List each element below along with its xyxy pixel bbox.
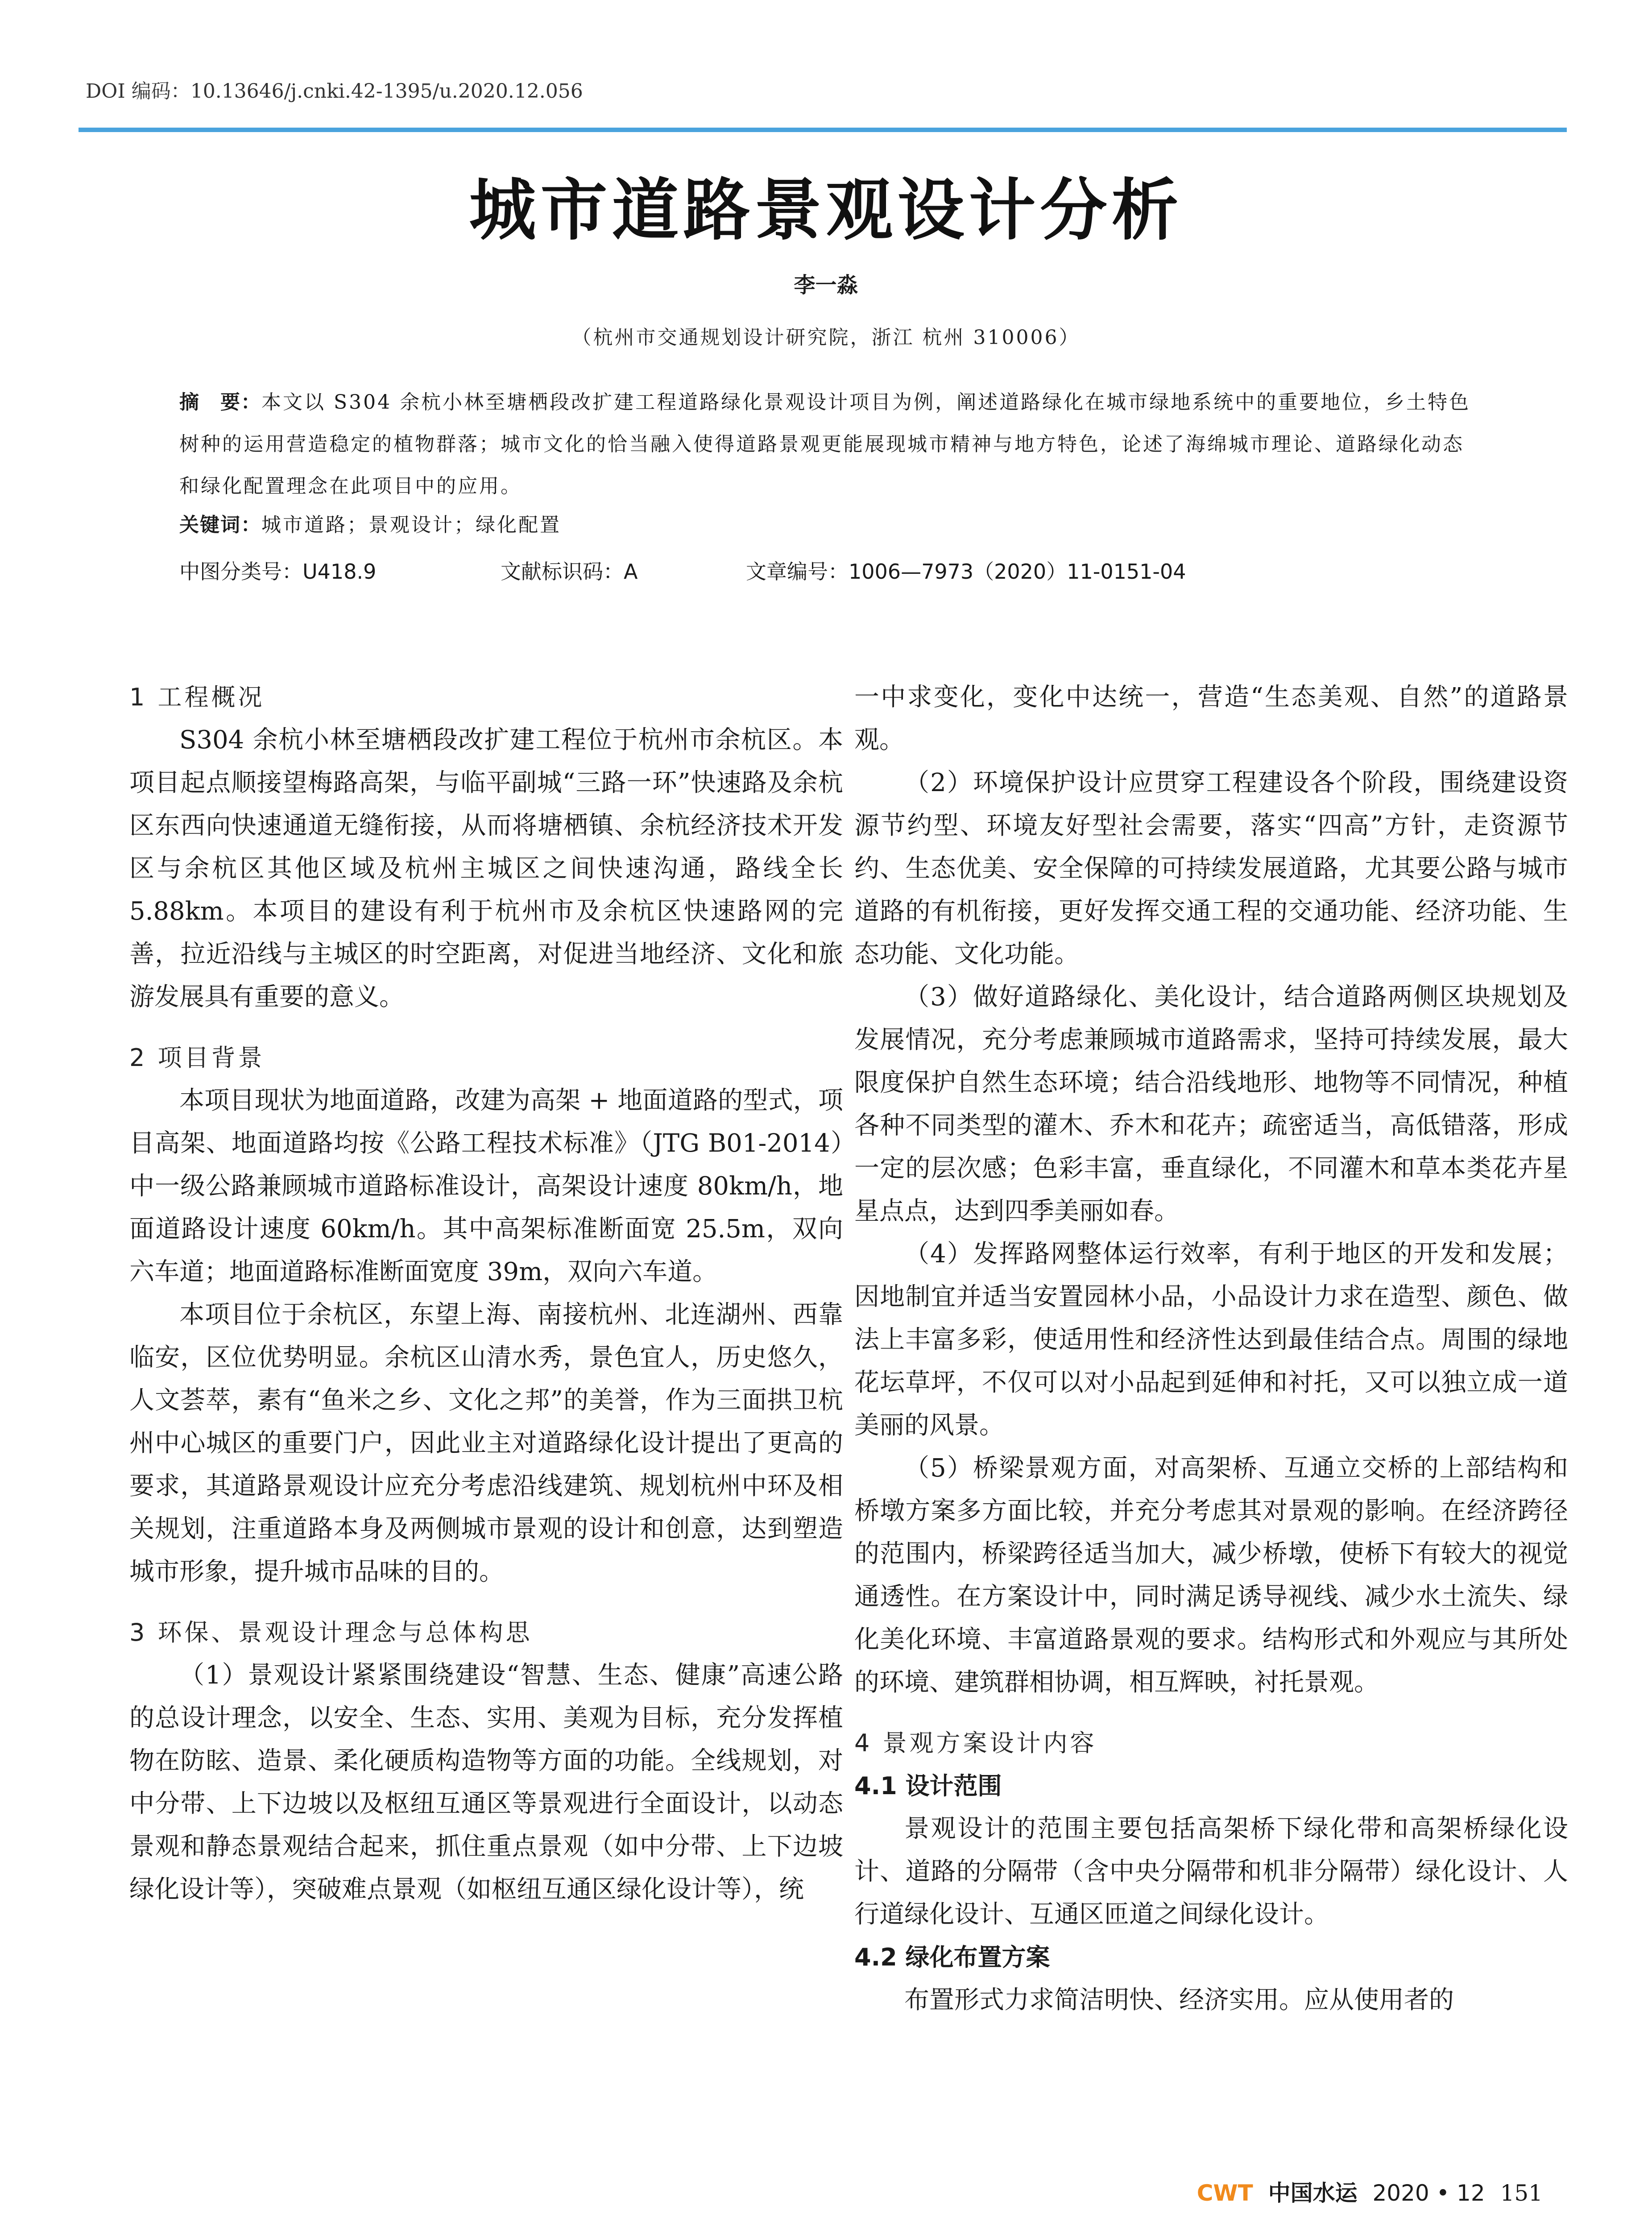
keywords-text: 城市道路；景观设计；绿化配置 xyxy=(261,514,561,536)
paragraph: 本项目位于余杭区，东望上海、南接杭州、北连湖州、西靠临安，区位优势明显。余杭区山清水秀，景色宜人，历史悠久，人文荟萃，素有“鱼米之乡、文化之邦”的美誉，作为三面拱卫杭州中心城区的重要门户，因此业主对道路绿化设计提出了更高的要求，其道路景观设计应充分考虑沿线建筑、规划杭州中环及相关规划，注重道路本身及两侧城市景观的设计和创意，达到塑造城市形象，提升城市品味的目的。 xyxy=(129,1300,843,1586)
article-title: 城市道路景观设计分析 xyxy=(469,171,1183,249)
author-name: 李一淼 xyxy=(794,273,858,298)
paragraph: 景观设计的范围主要包括高架桥下绿化带和高架桥绿化设计、道路的分隔带（含中央分隔带和机非分隔带）绿化设计、人行道绿化设计、互通区匝道之间绿化设计。 xyxy=(854,1814,1568,1929)
journal-name: 中国水运 xyxy=(1268,2180,1358,2206)
section-heading-3: 3 环保、景观设计理念与总体构思 xyxy=(129,1618,533,1646)
paragraph: 本项目现状为地面道路，改建为高架 + 地面道路的型式，项目高架、地面道路均按《公路工程技术标准》（JTG B01-2014）中一级公路兼顾城市道路标准设计，高架设计速度 80km/h，地面道路设计速度 60km/h。其中高架标准断面宽 25.5m，双向六车道；地面道路标准断面宽度 39m，双向六车道。 xyxy=(129,1086,843,1286)
journal-logo-text: CWT xyxy=(1197,2180,1253,2206)
document-code: 文献标识码：A xyxy=(501,560,638,584)
paragraph: S304 余杭小林至塘栖段改扩建工程位于杭州市余杭区。本项目起点顺接望梅路高架，与临平副城“三路一环”快速路及余杭区东西向快速通道无缝衔接，从而将塘栖镇、余杭经济技术开发区与余杭区其他区域及杭州主城区之间快速沟通，路线全长 5.88km。本项目的建设有利于杭州市及余杭区快速路网的完善，拉近沿线与主城区的时空距离，对促进当地经济、文化和旅游发展具有重要的意义。 xyxy=(129,726,843,1012)
paragraph: （4）发挥路网整体运行效率，有利于地区的开发和发展；因地制宜并适当安置园林小品，小品设计力求在造型、颜色、做法上丰富多彩，使适用性和经济性达到最佳结合点。周围的绿地花坛草坪，不仅可以对小品起到延伸和衬托，又可以独立成一道美丽的风景。 xyxy=(854,1240,1568,1440)
journal-issue: 2020 • 12 xyxy=(1372,2180,1485,2206)
abstract xyxy=(179,382,1473,507)
abstract-text: 本文以 S304 余杭小林至塘栖段改扩建工程道路绿化景观设计项目为例，阐述道路绿化在城市绿地系统中的重要地位，乡土特色树种的运用营造稳定的植物群落；城市文化的恰当融入使得道路景观更能展现城市精神与地方特色，论述了海绵城市理论、道路绿化动态和绿化配置理念在此项目中的应用。 xyxy=(179,391,1471,498)
header-rule xyxy=(79,128,1567,132)
section-heading-1: 1 工程概况 xyxy=(129,683,265,711)
subsection-heading-4-1: 4.1 设计范围 xyxy=(854,1772,1002,1800)
doi-line: DOI 编码：10.13646/j.cnki.42-1395/u.2020.12.056 xyxy=(86,80,583,103)
paragraph: 一中求变化，变化中达统一，营造“生态美观、自然”的道路景观。 xyxy=(854,683,1568,755)
paragraph: 布置形式力求简洁明快、经济实用。应从使用者的 xyxy=(904,1986,1454,2015)
paragraph: （2）环境保护设计应贯穿工程建设各个阶段，围绕建设资源节约型、环境友好型社会需要，落实“四高”方针，走资源节约、生态优美、安全保障的可持续发展道路，尤其要公路与城市道路的有机衔接，更好发挥交通工程的交通功能、经济功能、生态功能、文化功能。 xyxy=(854,768,1568,969)
keywords xyxy=(179,509,1473,537)
author-affiliation: （杭州市交通规划设计研究院，浙江 杭州 310006） xyxy=(571,326,1081,349)
left-column xyxy=(129,676,843,1911)
subsection-heading-4-2: 4.2 绿化布置方案 xyxy=(854,1943,1050,1971)
paragraph: （5）桥梁景观方面，对高架桥、互通立交桥的上部结构和桥墩方案多方面比较，并充分考虑其对景观的影响。在经济跨径的范围内，桥梁跨径适当加大，减少桥墩，使桥下有较大的视觉通透性。在方案设计中，同时满足诱导视线、减少水土流失、绿化美化环境、丰富道路景观的要求。结构形式和外观应与其所处的环境、建筑群相协调，相互辉映，衬托景观。 xyxy=(854,1454,1568,1697)
article-number: 文章编号：1006—7973（2020）11-0151-04 xyxy=(746,560,1186,584)
page-footer xyxy=(1189,2175,1543,2207)
section-heading-4: 4 景观方案设计内容 xyxy=(854,1729,1097,1757)
section-heading-2: 2 项目背景 xyxy=(129,1044,265,1072)
page-number: 151 xyxy=(1500,2180,1543,2206)
right-column xyxy=(854,676,1568,2022)
paragraph: （3）做好道路绿化、美化设计，结合道路两侧区块规划及发展情况，充分考虑兼顾城市道路需求，坚持可持续发展，最大限度保护自然生态环境；结合沿线地形、地物等不同情况，种植各种不同类型的灌木、乔木和花卉；疏密适当，高低错落，形成一定的层次感；色彩丰富，垂直绿化，不同灌木和草本类花卉星星点点，达到四季美丽如春。 xyxy=(854,983,1568,1226)
abstract-label: 摘 要： xyxy=(179,391,261,414)
clc-number: 中图分类号：U418.9 xyxy=(179,560,377,584)
paragraph: （1）景观设计紧紧围绕建设“智慧、生态、健康”高速公路的总设计理念，以安全、生态、实用、美观为目标，充分发挥植物在防眩、造景、柔化硬质构造物等方面的功能。全线规划，对中分带、上下边坡以及枢纽互通区等景观进行全面设计，以动态景观和静态景观结合起来，抓住重点景观（如中分带、上下边坡绿化设计等），突破难点景观（如枢纽互通区绿化设计等），统 xyxy=(129,1661,843,1904)
keywords-label: 关键词： xyxy=(179,514,261,536)
